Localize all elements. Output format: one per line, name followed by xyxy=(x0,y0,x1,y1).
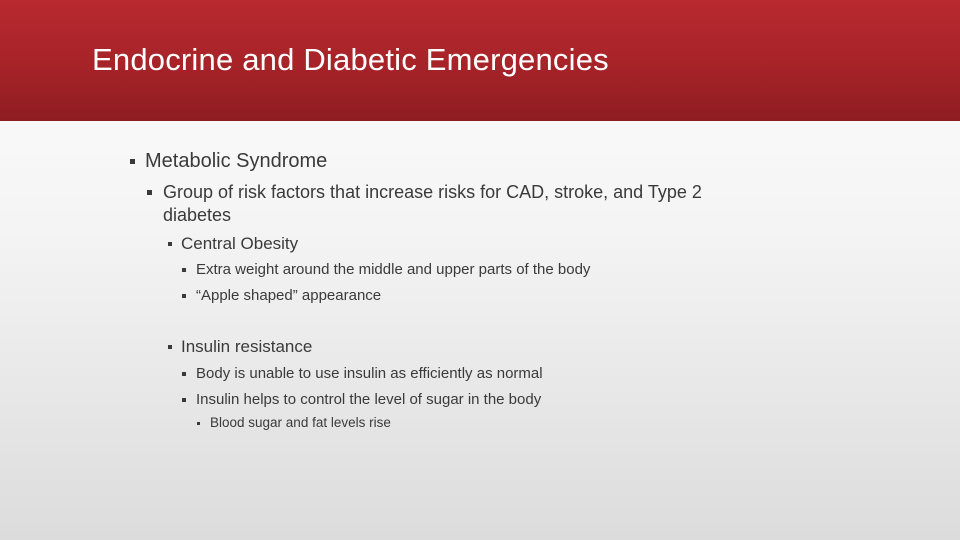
bullet-marker xyxy=(182,294,186,298)
bullet-marker xyxy=(197,422,200,425)
bullet-marker xyxy=(182,372,186,376)
bullet-marker xyxy=(182,268,186,272)
bullet-insulin-resistance: Insulin resistance xyxy=(181,337,313,356)
bullet-body-unable: Body is unable to use insulin as efficiently as normal xyxy=(196,365,543,382)
bullet-metabolic-syndrome: Metabolic Syndrome xyxy=(145,150,328,172)
bullet-central-obesity: Central Obesity xyxy=(181,234,299,253)
slide-title: Endocrine and Diabetic Emergencies xyxy=(92,42,609,77)
bullet-text-line: Group of risk factors that increase risks for CAD, stroke, and Type 2 xyxy=(163,182,702,202)
bullet-marker xyxy=(168,242,172,246)
bullet-apple-shaped: “Apple shaped” appearance xyxy=(196,287,382,304)
bullet-marker xyxy=(147,190,152,195)
bullet-blood-sugar: Blood sugar and fat levels rise xyxy=(210,415,391,430)
bullet-insulin-helps: Insulin helps to control the level of sugar in the body xyxy=(196,391,542,408)
bullet-group-risk-factors xyxy=(163,181,702,227)
bullet-marker xyxy=(130,159,135,164)
bullet-marker xyxy=(168,345,172,349)
bullet-marker xyxy=(182,398,186,402)
bullet-extra-weight: Extra weight around the middle and upper parts of the body xyxy=(196,261,591,278)
bullet-text-line: diabetes xyxy=(163,205,232,225)
